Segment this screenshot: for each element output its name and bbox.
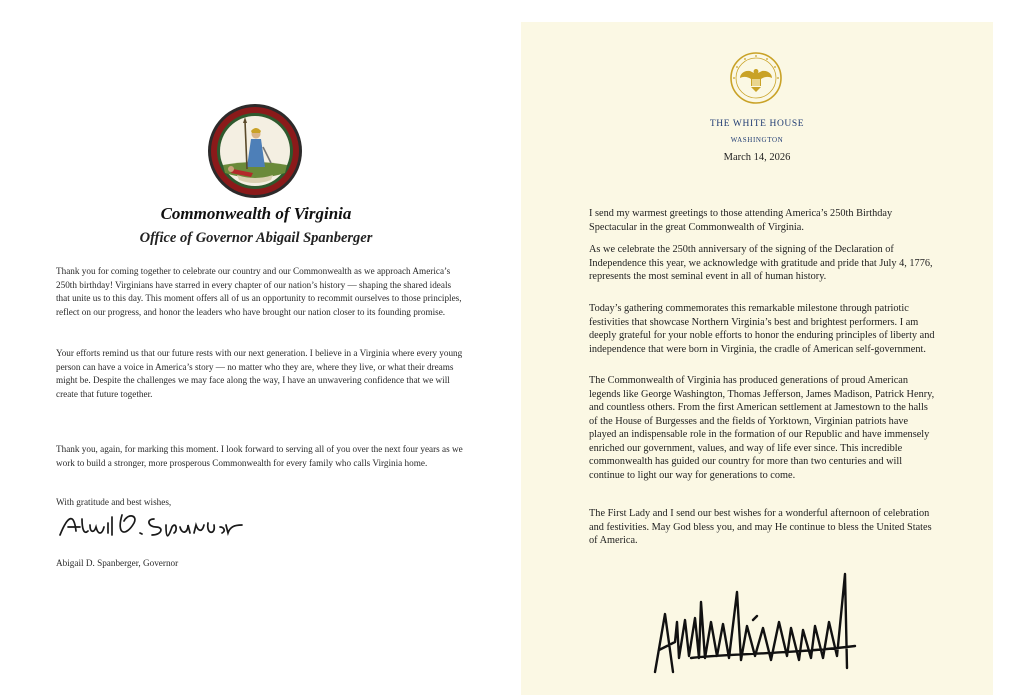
letterhead-title: THE WHITE HOUSE xyxy=(709,119,805,129)
letter-paragraph: Thank you for coming together to celebrate our country and our Commonwealth as we approach America’s 250th birthday! Virginians have starred in every chapter of our nation’s history — shaping the shared ideals that unite us to this day. This moment offers all of us an opportunity to recommit ourselves to those principles, reflect on our progress, and honor the leaders who have brought our nation closer to its founding promise. xyxy=(56,266,462,317)
letter-paragraph: The First Lady and I send our best wishes for a wonderful afternoon of celebration and festivities. May God bless you, and may He continue to bless the United States of America. xyxy=(589,508,932,546)
letter-paragraph: Today’s gathering commemorates this remarkable milestone through patriotic festivities that showcase Northern Virginia’s best and brightest performers. I am deeply grateful for your noble efforts to honor the enduring principles of liberty and independence that were born in Virginia, the cradle of American self-government. xyxy=(589,303,935,355)
letter-closing: With gratitude and best wishes, xyxy=(56,497,172,507)
letter-paragraph: As we celebrate the 250th anniversary of the signing of the Declaration of Independence this year, we acknowledge with gratitude and pride that July 4, 1776, represents the most seminal event in all of human history. xyxy=(589,244,933,282)
letter-paragraph: Your efforts remind us that our future rests with our next generation. I believe in a Virginia where every young person can have a voice in America’s story — no matter who they are, where they live, or what their dreams might be. Despite the challenges we may face along the way, I have an unwavering confidence that we will create that future together. xyxy=(56,348,463,399)
letterhead-subtitle: WASHINGTON xyxy=(730,136,784,144)
letter-date: March 14, 2026 xyxy=(723,152,791,163)
handwritten-signature xyxy=(56,505,246,545)
letter-paragraph: The Commonwealth of Virginia has produced generations of proud American legends like George Washington, Thomas Jefferson, James Madison, Patrick Henry, and countless others. From the first American settlement at Jamestown to the halls of the House of Burgesses and the fields of Yorktown, Virginian patriots have played an indispensable role in the formation of our Republic and have immensely enriched our government, values, and way of life ever since. This incredible commonwealth has guided our country for more than two centuries and will continue to light our way for generations to come. xyxy=(589,375,935,481)
letterhead-title: Commonwealth of Virginia xyxy=(160,204,352,223)
signer-name: Abigail D. Spanberger, Governor xyxy=(56,558,179,568)
letter-paragraph: I send my warmest greetings to those attending America’s 250th Birthday Spectacular in the great Commonwealth of Virginia. xyxy=(589,208,893,233)
white-house-letter xyxy=(521,22,993,695)
presidential-seal-icon xyxy=(730,52,782,104)
handwritten-signature xyxy=(651,562,861,682)
letterhead-subtitle: Office of Governor Abigail Spanberger xyxy=(139,230,373,246)
virginia-seal-icon xyxy=(207,103,303,199)
letter-paragraph: Thank you, again, for marking this moment. I look forward to serving all of you over the next four years as we work to build a stronger, more prosperous Commonwealth for every family who calls Virginia home. xyxy=(56,444,463,468)
